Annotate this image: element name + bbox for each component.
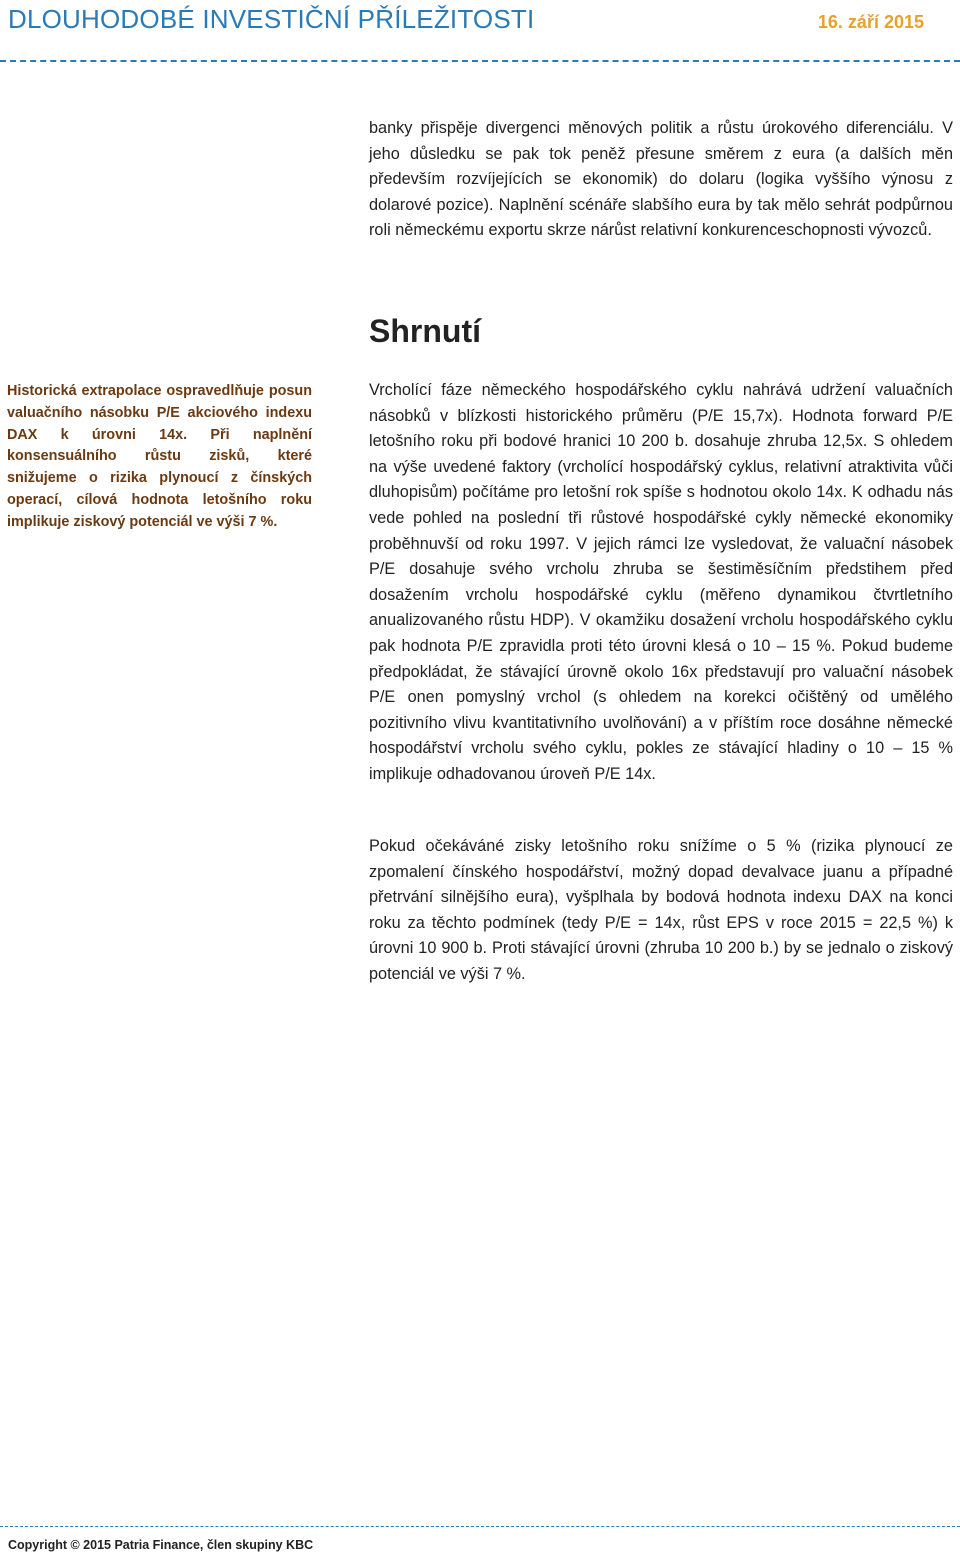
summary-paragraph: Vrcholící fáze německého hospodářského cyklu nahrává udržení valuačních násobků v blízkosti historického průměru (P/E 15,7x). Hodnota forward P/E letošního roku při bodové hranici 10 200 b. dosahuje zhruba 12,5x. S ohledem na výše uvedené faktory (vrcholící hospodářský cyklus, relativní atraktivita vůči dluhopisům) počítáme pro letošní rok spíše s hodnotou okolo 14x. K odhadu nás vede pohled na poslední tři růstové hospodářské cykly německé ekonomiky proběhnuvší od roku 1997. V jejich rámci lze vysledovat, že valuační násobek P/E dosahuje svého vrcholu zhruba se šestiměsíčním předstihem před dosažením vrcholu hospodářské cyklu (měřeno dynamikou čtvrtletního anualizovaného růstu HDP). V okamžiku dosažení vrcholu hospodářského cyklu pak hodnota P/E zpravidla proti této úrovni klesá o 10 – 15 %. Pokud budeme předpokládat, že stávající úrovně okolo 16x představují pro valuační násobek P/E onen pomyslný vrchol (s ohledem na korekci očištěný od umělého pozitivního vlivu kvantitativního uvolňování) a v příštím roce dosáhne německé hospodářství vrcholu svého cyklu, pokles ze stávající hladiny o 10 – 15 % implikuje odhadovanou úroveň P/E 14x. bbox=[369, 381, 953, 783]
intro-paragraph: banky přispěje divergenci měnových politik a růstu úrokového diferenciálu. V jeho důsledku se pak tok peněž přesune směrem z eura (a dalších měn především rozvíjejících se ekonomik) do dolaru (logika vyššího výnosu z dolarové pozice). Naplnění scénáře slabšího eura by tak mělo sehrát podpůrnou roli německému exportu skrze nárůst relativní konkurenceschopnosti vývozců. bbox=[369, 119, 953, 240]
footer-copyright: Copyright © 2015 Patria Finance, člen skupiny KBC bbox=[8, 1538, 314, 1552]
document-title: DLOUHODOBÉ INVESTIČNÍ PŘÍLEŽITOSTI bbox=[8, 4, 535, 34]
final-paragraph: Pokud očekáváné zisky letošního roku snížíme o 5 % (rizika plynoucí ze zpomalení čínského hospodářství, možný dopad devalvace juanu a případné přetrvání silnějšího eura), vyšplhala by bodová hodnota indexu DAX na konci roku za těchto podmínek (tedy P/E = 14x, růst EPS v roce 2015 = 22,5 %) k úrovni 10 900 b. Proti stávající úrovni (zhruba 10 200 b.) by se jednalo o ziskový potenciál ve výši 7 %. bbox=[369, 837, 953, 983]
document-date: 16. září 2015 bbox=[817, 12, 924, 32]
sidebar-summary: Historická extrapolace ospravedlňuje posun valuačního násobku P/E akciového indexu DAX k úrovni 14x. Při naplnění konsensuálního růstu zisků, které snižujeme o rizika plynoucí z čínských operací, cílová hodnota letošního roku implikuje ziskový potenciál ve výši 7 %. bbox=[7, 383, 312, 530]
footer-divider bbox=[0, 1526, 960, 1527]
header-divider bbox=[0, 60, 960, 62]
section-heading: Shrnutí bbox=[369, 313, 481, 349]
